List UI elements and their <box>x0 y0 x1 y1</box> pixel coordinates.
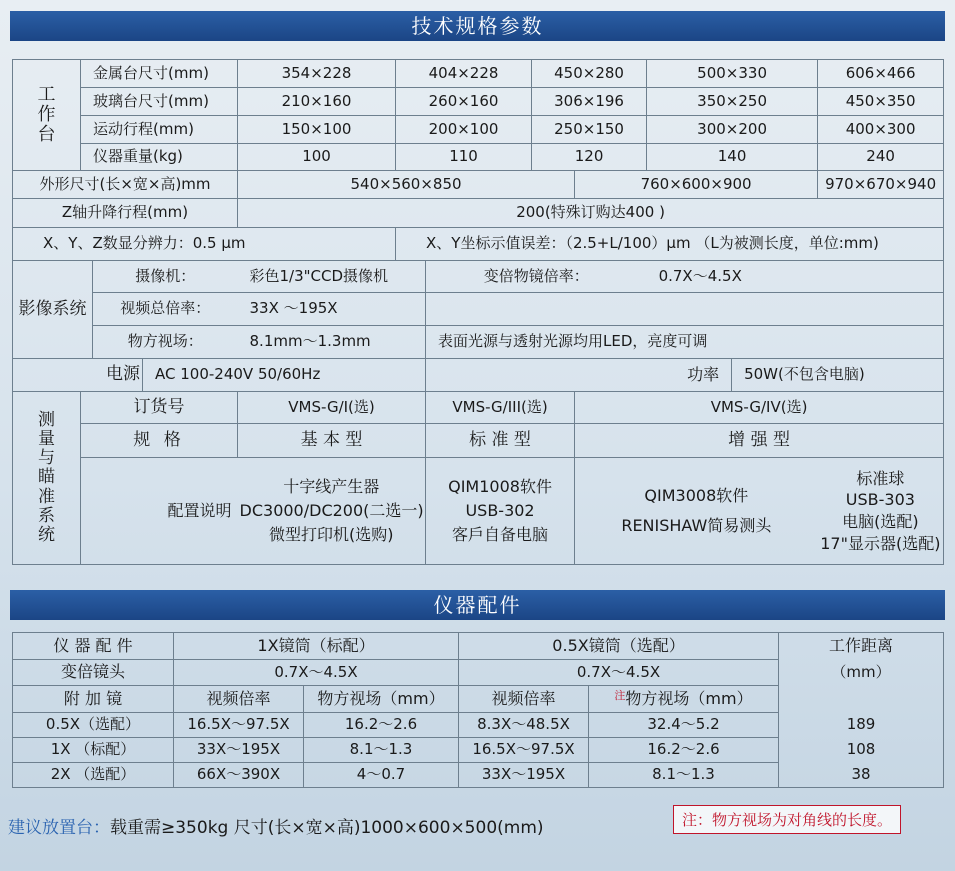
fov-note: 注：物方视场为对角线的长度。 <box>673 805 901 834</box>
row-label: 0.5X（选配） <box>13 713 174 738</box>
fov-value: 8.1mm～1.3mm <box>238 326 426 359</box>
cell: 200×100 <box>396 116 532 144</box>
col-header: 视频倍率 <box>459 686 589 713</box>
suggest-lead: 建议放置台： <box>8 818 110 838</box>
aux-lens-label: 附 加 镜 <box>13 686 174 713</box>
cell: 240 <box>818 144 944 171</box>
order-2: VMS-G/III(选) <box>426 392 575 424</box>
cell: 4～0.7 <box>304 763 459 788</box>
cell: 8.1～1.3 <box>304 738 459 763</box>
resolution-text: X、Y、Z数显分辨力：0.5 μm <box>13 228 396 261</box>
camera-value: 彩色1/3"CCD摄像机 <box>238 261 426 293</box>
power-label: 电源 <box>13 359 143 392</box>
spec-table <box>12 59 944 565</box>
spec-section-title: 技术规格参数 <box>10 11 945 41</box>
row-label: 金属台尺寸(mm) <box>81 60 238 88</box>
fov-label: 物方视场： <box>93 326 238 359</box>
error-text: X、Y坐标示值误差：（2.5+L/100）μm （L为被测长度，单位:mm) <box>396 228 944 261</box>
type-3: 增 强 型 <box>575 424 944 458</box>
cell: 450×350 <box>818 88 944 116</box>
cell: 260×160 <box>396 88 532 116</box>
note-mark: 注 <box>614 688 626 702</box>
acc-header: 0.5X镜筒（选配） <box>459 633 779 660</box>
z-stroke-label: Z轴升降行程(mm) <box>13 199 238 228</box>
cell: 250×150 <box>532 116 647 144</box>
type-2: 标 准 型 <box>426 424 575 458</box>
col-header: 物方视场（mm） <box>304 686 459 713</box>
order-3: VMS-G/IV(选) <box>575 392 944 424</box>
cell: 350×250 <box>647 88 818 116</box>
measure-group-label: 测量与瞄准系统 <box>13 392 81 565</box>
cell: 404×228 <box>396 60 532 88</box>
row-label: 仪器重量(kg) <box>81 144 238 171</box>
spec-label: 规 格 <box>81 424 238 458</box>
row-label: 2X （选配） <box>13 763 174 788</box>
config-3b: 标准球 USB-303 电脑(选配) 17"显示器(选配) <box>818 458 944 565</box>
cell: 189 <box>779 713 944 738</box>
worktable-group-label: 工作台 <box>13 60 81 171</box>
cell: 300×200 <box>647 116 818 144</box>
cell: 140 <box>647 144 818 171</box>
camera-label: 摄像机： <box>93 261 238 293</box>
acc-header: 1X镜筒（标配） <box>174 633 459 660</box>
cell: 306×196 <box>532 88 647 116</box>
empty-cell <box>426 293 944 326</box>
cell: 210×160 <box>238 88 396 116</box>
cell: 110 <box>396 144 532 171</box>
cell: 16.5X～97.5X <box>174 713 304 738</box>
unit-label: （mm） <box>779 660 944 686</box>
cell: 32.4～5.2 <box>589 713 779 738</box>
cell: 540×560×850 <box>238 171 575 199</box>
config-1: 十字线产生器 DC3000/DC200(二选一) 微型打印机(选购) <box>238 458 426 565</box>
type-1: 基 本 型 <box>238 424 426 458</box>
row-label: 玻璃台尺寸(mm) <box>81 88 238 116</box>
config-label: 配置说明 <box>81 458 238 565</box>
wattage-value: 50W(不包含电脑) <box>732 359 944 392</box>
cell: 33X～195X <box>174 738 304 763</box>
cell: 970×670×940 <box>818 171 944 199</box>
order-1: VMS-G/I(选) <box>238 392 426 424</box>
cell: 0.7X～4.5X <box>459 660 779 686</box>
cell: 108 <box>779 738 944 763</box>
cell: 8.1～1.3 <box>589 763 779 788</box>
cell: 16.2～2.6 <box>304 713 459 738</box>
accessory-section-title: 仪器配件 <box>10 590 945 620</box>
row-label: 运动行程(mm) <box>81 116 238 144</box>
acc-header: 仪 器 配 件 <box>13 633 174 660</box>
col-header: 视频倍率 <box>174 686 304 713</box>
order-label: 订货号 <box>81 392 238 424</box>
zoom-lens-label: 变倍镜头 <box>13 660 174 686</box>
cell: 606×466 <box>818 60 944 88</box>
cell: 760×600×900 <box>575 171 818 199</box>
zoom-label: 变倍物镜倍率： <box>426 261 647 293</box>
z-stroke-value: 200(特殊订购达400 ) <box>238 199 944 228</box>
imaging-group-label: 影像系统 <box>13 261 93 359</box>
cell: 354×228 <box>238 60 396 88</box>
video-mag-value: 33X ～195X <box>238 293 426 326</box>
cell: 16.2～2.6 <box>589 738 779 763</box>
cell: 33X～195X <box>459 763 589 788</box>
row-label: 1X （标配） <box>13 738 174 763</box>
suggest-text: 载重需≥350kg 尺寸(长×宽×高)1000×600×500(mm) <box>110 818 544 838</box>
acc-header: 工作距离 <box>779 633 944 660</box>
cell: 400×300 <box>818 116 944 144</box>
col-header: $^注$物方视场（mm） <box>589 686 779 713</box>
cell: 120 <box>532 144 647 171</box>
cell: 38 <box>779 763 944 788</box>
cell: 150×100 <box>238 116 396 144</box>
cell: 8.3X～48.5X <box>459 713 589 738</box>
config-2: QIM1008软件 USB-302 客戶自备电脑 <box>426 458 575 565</box>
dims-label: 外形尺寸(长×宽×高)mm <box>13 171 238 199</box>
config-3a: QIM3008软件 RENISHAW简易测头 <box>575 458 818 565</box>
cell: 66X～390X <box>174 763 304 788</box>
video-mag-label: 视频总倍率： <box>93 293 238 326</box>
accessory-table <box>12 632 944 788</box>
power-value: AC 100-240V 50/60Hz <box>143 359 426 392</box>
empty-cell <box>779 686 944 713</box>
suggested-stand <box>8 813 544 838</box>
cell: 16.5X～97.5X <box>459 738 589 763</box>
cell: 450×280 <box>532 60 647 88</box>
cell: 500×330 <box>647 60 818 88</box>
wattage-label: 功率 <box>426 359 732 392</box>
zoom-value: 0.7X～4.5X <box>647 261 944 293</box>
cell: 0.7X～4.5X <box>174 660 459 686</box>
light-text: 表面光源与透射光源均用LED，亮度可调 <box>426 326 944 359</box>
cell: 100 <box>238 144 396 171</box>
